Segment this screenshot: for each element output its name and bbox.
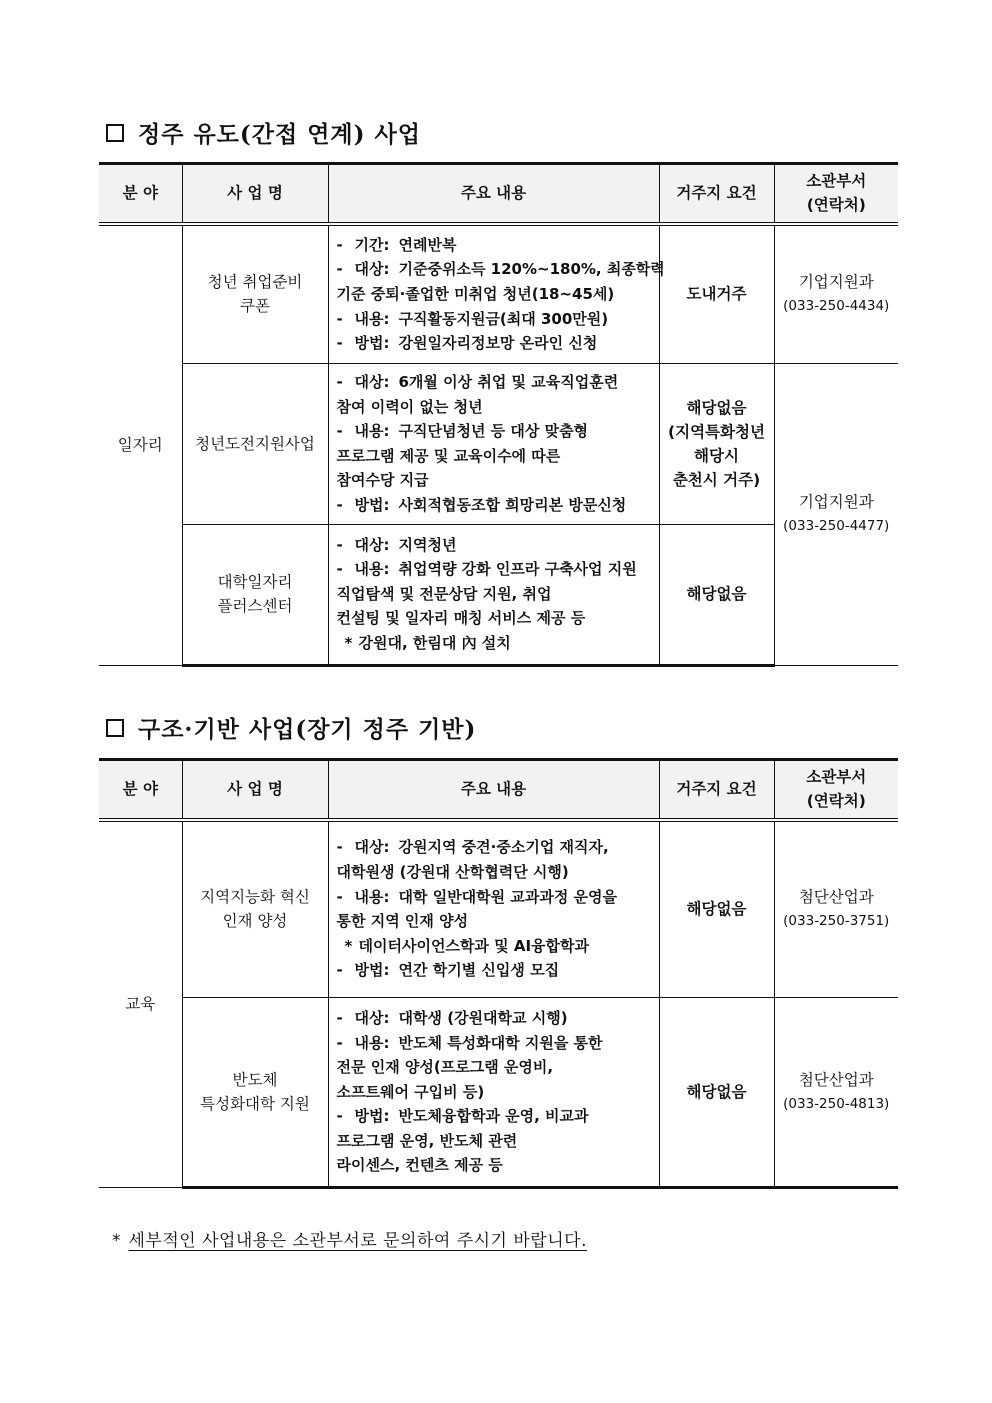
table-row [99, 364, 898, 525]
phone-number: (033-250-3751) [783, 913, 890, 930]
field-cell: 교육 [99, 820, 182, 1188]
header-content: 주요 내용 [328, 164, 659, 224]
section-title-text: 정주 유도(간접 연계) 사업 [138, 121, 421, 148]
footnote [112, 1226, 601, 1251]
header-department: 소관부서 (연락처) [774, 760, 898, 820]
residency-cell: 해당없음 [659, 820, 774, 998]
checkbox-square-icon [106, 719, 124, 737]
department-cell: 기업지원과 (033-250-4477) [774, 364, 898, 666]
phone-number: (033-250-4434) [783, 298, 890, 315]
header-content: 주요 내용 [328, 760, 659, 820]
section-title-direct [106, 116, 421, 149]
footnote-mark: * [112, 1231, 121, 1251]
table-row [99, 820, 898, 998]
program-name-cell: 청년도전지원사업 [182, 364, 328, 525]
footnote-text: 세부적인 사업내용은 소관부서로 문의하여 주시기 바랍니다. [128, 1231, 587, 1251]
content-cell: - 대상: 지역청년 - 내용: 취업역량 강화 인프라 구축사업 지원 직업탐색 및 전문상담 지원, 취업 컨설팅 및 일자리 매칭 서비스 제공 등 * 강원대, 한림대 內 설치 [328, 524, 659, 665]
checkbox-square-icon [106, 124, 124, 142]
program-table-direct [99, 162, 898, 667]
program-name-cell: 청년 취업준비 쿠폰 [182, 224, 328, 364]
header-program-name: 사 업 명 [182, 760, 328, 820]
program-name-cell: 지역지능화 혁신 인재 양성 [182, 820, 328, 998]
table-row [99, 998, 898, 1188]
residency-cell: 도내거주 [659, 224, 774, 364]
header-residency: 거주지 요건 [659, 164, 774, 224]
table-header-row [99, 164, 898, 224]
section-title-text: 구조·기반 사업(장기 정주 기반) [138, 716, 477, 743]
header-residency: 거주지 요건 [659, 760, 774, 820]
content-cell: - 대상: 6개월 이상 취업 및 교육직업훈련 참여 이력이 없는 청년 - 내용: 구직단념청년 등 대상 맞춤형 프로그램 제공 및 교육이수에 따른 참여수당 지급 - 방법: 사회적협동조합 희망리본 방문신청 [328, 364, 659, 525]
table-header-row [99, 760, 898, 820]
department-cell: 기업지원과 (033-250-4434) [774, 224, 898, 364]
content-cell: - 대상: 대학생 (강원대학교 시행) - 내용: 반도체 특성화대학 지원을 통한 전문 인재 양성(프로그램 운영비, 소프트웨어 구입비 등) - 방법: 반도체융합학과 운영, 비교과 프로그램 운영, 반도체 관련 라이센스, 컨텐츠 제공 등 [328, 998, 659, 1188]
field-cell: 일자리 [99, 224, 182, 666]
program-name-cell: 반도체 특성화대학 지원 [182, 998, 328, 1188]
residency-cell: 해당없음 [659, 524, 774, 665]
phone-number: (033-250-4477) [783, 518, 890, 535]
program-name-cell: 대학일자리 플러스센터 [182, 524, 328, 665]
header-program-name: 사 업 명 [182, 164, 328, 224]
program-table-structural [99, 758, 898, 1189]
residency-cell: 해당없음 (지역특화청년 해당시 춘천시 거주) [659, 364, 774, 525]
residency-cell: 해당없음 [659, 998, 774, 1188]
table-row [99, 224, 898, 364]
phone-number: (033-250-4813) [783, 1096, 890, 1112]
department-cell: 첨단산업과 (033-250-4813) [774, 998, 898, 1188]
section-title-structural [106, 711, 476, 744]
header-field: 분 야 [99, 760, 182, 820]
header-department: 소관부서 (연락처) [774, 164, 898, 224]
content-cell: - 기간: 연례반복 - 대상: 기준중위소득 120%~180%, 최종학력 기준 중퇴·졸업한 미취업 청년(18~45세) - 내용: 구직활동지원금(최대 300만원) - 방법: 강원일자리정보망 온라인 신청 [328, 224, 659, 364]
content-cell: - 대상: 강원지역 중견·중소기업 재직자, 대학원생 (강원대 산학협력단 시행) - 내용: 대학 일반대학원 교과과정 운영을 통한 지역 인재 양성 * 데이터사이언스학과 및 AI융합학과 - 방법: 연간 학기별 신입생 모집 [328, 820, 659, 998]
header-field: 분 야 [99, 164, 182, 224]
department-cell: 첨단산업과 (033-250-3751) [774, 820, 898, 998]
